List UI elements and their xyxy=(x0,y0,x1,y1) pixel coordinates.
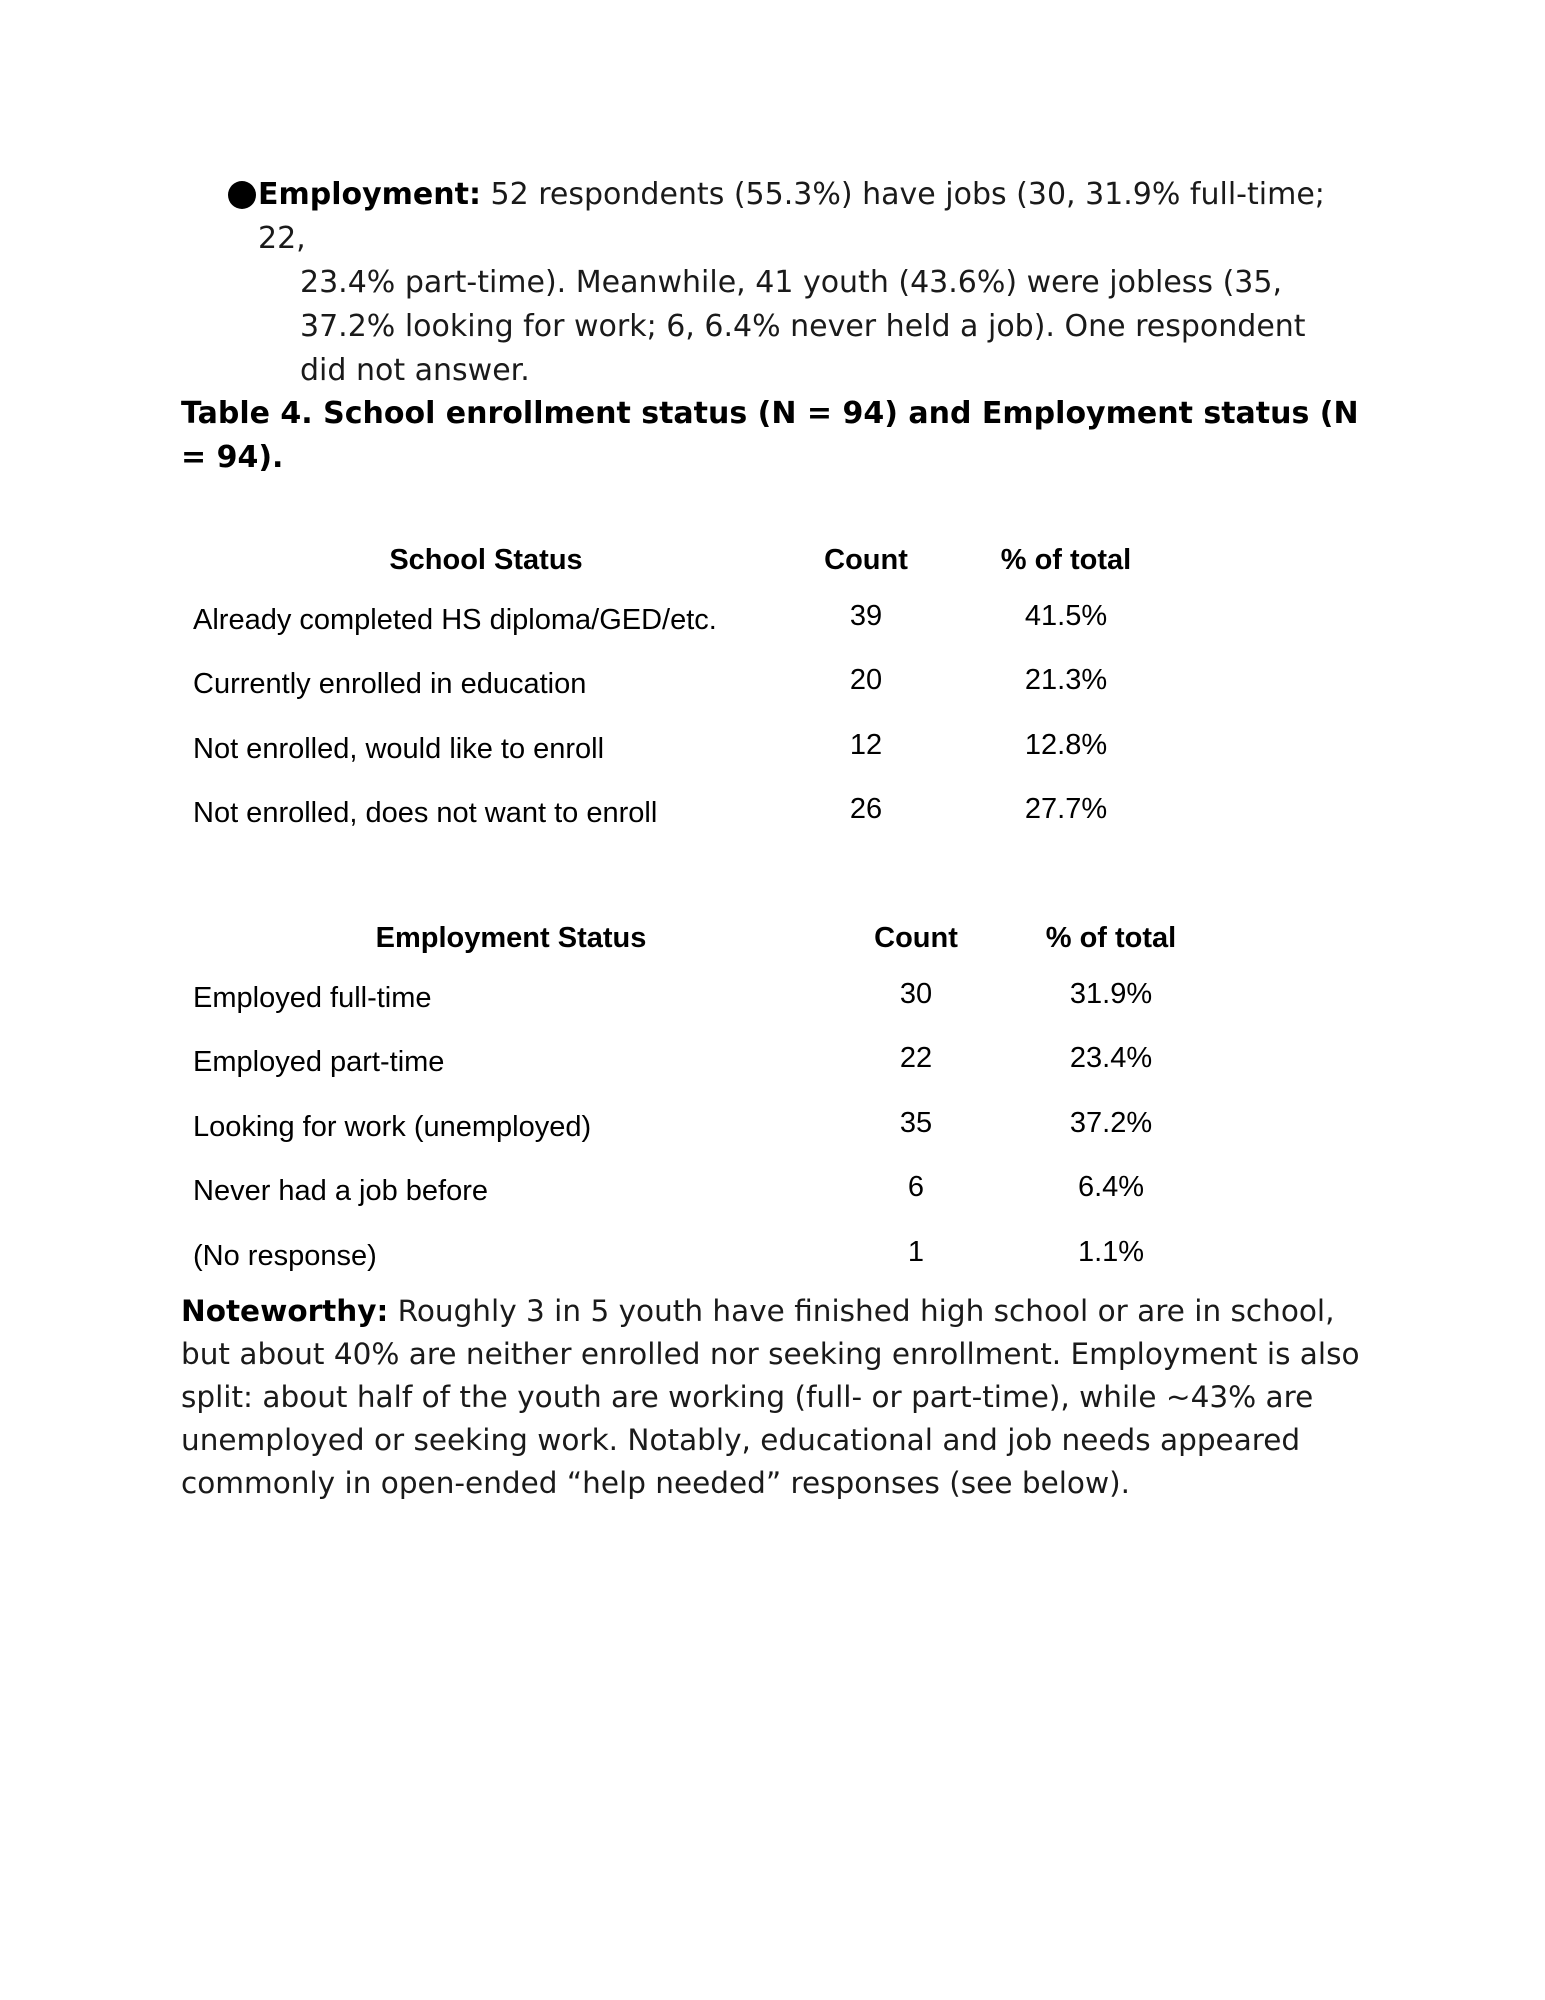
row-percent: 27.7% xyxy=(1024,793,1108,826)
table-row xyxy=(181,1031,1231,1096)
noteworthy-label: Noteworthy: xyxy=(181,1294,389,1328)
employment-status-header: Employment Status xyxy=(375,921,647,954)
table-header-row xyxy=(181,910,1231,966)
row-count: 1 xyxy=(907,1235,925,1268)
count-header: Count xyxy=(824,543,908,576)
noteworthy-text: Roughly 3 in 5 youth have finished high school or are in school, but about 40% are neither enrolled nor seeking enrollment. Employment is also split: about half of the youth are working (full- or part-time), while ~43% are unemployed or seeking work. Notably, educational and job needs appeared commonly in open-ended “help needed” responses (see below). xyxy=(181,1294,1360,1500)
table-row xyxy=(181,653,1191,718)
table-row xyxy=(181,782,1191,847)
row-percent: 37.2% xyxy=(1069,1106,1153,1139)
row-percent: 1.1% xyxy=(1077,1235,1145,1268)
row-label: Not enrolled, would like to enroll xyxy=(193,732,605,765)
row-label: Never had a job before xyxy=(193,1175,489,1208)
noteworthy-paragraph xyxy=(181,1290,1381,1505)
row-label: Already completed HS diploma/GED/etc. xyxy=(193,603,717,636)
table-row xyxy=(181,1224,1231,1289)
employment-bullet-paragraph xyxy=(228,173,1358,393)
row-percent: 21.3% xyxy=(1024,664,1108,697)
row-percent: 12.8% xyxy=(1024,728,1108,761)
school-status-table xyxy=(181,532,1191,846)
employment-status-table xyxy=(181,910,1231,1289)
table-row xyxy=(181,717,1191,782)
row-percent: 41.5% xyxy=(1024,599,1108,632)
row-label: Currently enrolled in education xyxy=(193,668,587,701)
percent-header: % of total xyxy=(1000,543,1132,576)
row-percent: 31.9% xyxy=(1069,977,1153,1010)
table-row xyxy=(181,966,1231,1031)
row-label: (No response) xyxy=(193,1239,377,1272)
table-row xyxy=(181,1160,1231,1225)
row-count: 20 xyxy=(849,664,883,697)
percent-header: % of total xyxy=(1045,921,1177,954)
row-percent: 23.4% xyxy=(1069,1042,1153,1075)
row-count: 30 xyxy=(899,977,933,1010)
row-count: 22 xyxy=(899,1042,933,1075)
employment-label: Employment: xyxy=(258,177,481,212)
row-count: 12 xyxy=(849,728,883,761)
employment-bullet-first-line xyxy=(258,173,1358,261)
row-label: Looking for work (unemployed) xyxy=(193,1110,592,1143)
row-label: Employed full-time xyxy=(193,981,432,1014)
row-count: 39 xyxy=(849,599,883,632)
table-header-row xyxy=(181,532,1191,588)
employment-text-line1: 52 respondents (55.3%) have jobs (30, 31.9% full-time; 22, xyxy=(258,177,1325,256)
row-count: 26 xyxy=(849,793,883,826)
school-status-header: School Status xyxy=(389,543,583,576)
bullet-dot-icon xyxy=(228,181,256,209)
row-label: Employed part-time xyxy=(193,1046,445,1079)
table-row xyxy=(181,1095,1231,1160)
table-row xyxy=(181,588,1191,653)
row-count: 6 xyxy=(907,1171,925,1204)
table-caption: Table 4. School enrollment status (N = 94) and Employment status (N = 94). xyxy=(181,396,1359,475)
count-header: Count xyxy=(874,921,958,954)
row-count: 35 xyxy=(899,1106,933,1139)
row-percent: 6.4% xyxy=(1077,1171,1145,1204)
employment-text-rest: 23.4% part-time). Meanwhile, 41 youth (43.6%) were jobless (35, 37.2% looking for work; 6, 6.4% never held a job). One respondent did not answer. xyxy=(300,265,1306,388)
row-label: Not enrolled, does not want to enroll xyxy=(193,797,658,830)
